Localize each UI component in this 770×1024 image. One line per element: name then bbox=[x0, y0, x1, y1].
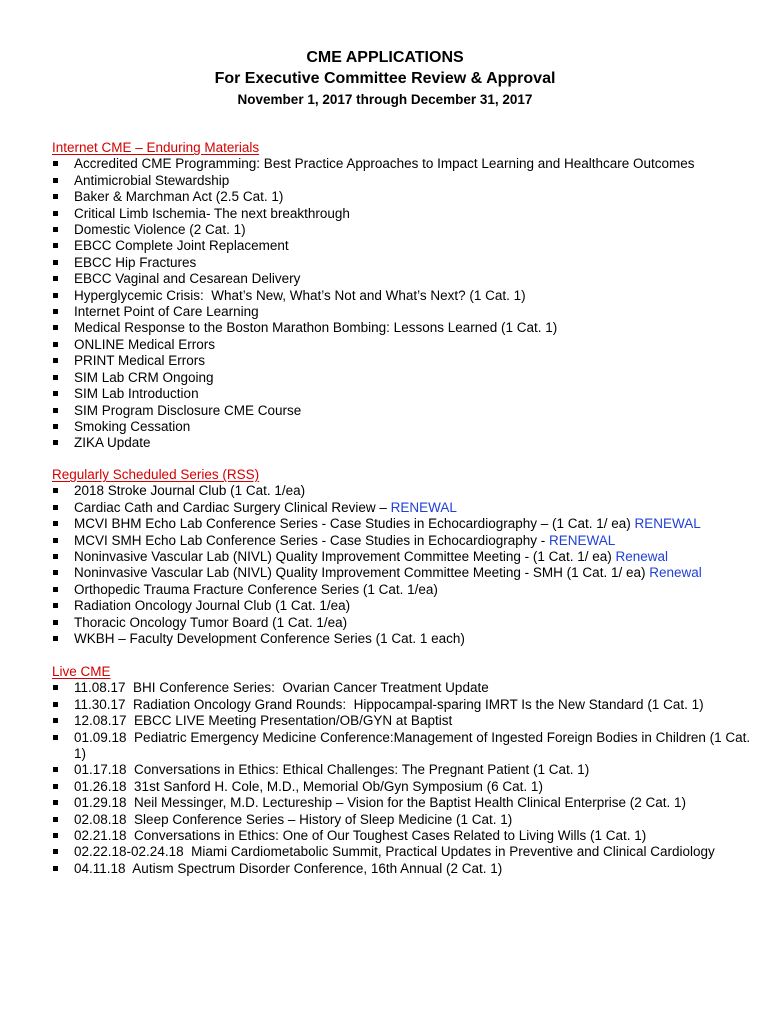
list-item bbox=[52, 500, 752, 516]
list-item bbox=[52, 255, 752, 271]
live-cme-section bbox=[52, 664, 752, 877]
item-text: PRINT Medical Errors bbox=[74, 353, 206, 369]
square-bullet-icon bbox=[53, 194, 58, 199]
square-bullet-icon bbox=[53, 276, 58, 281]
list-item bbox=[52, 516, 752, 532]
square-bullet-icon bbox=[53, 325, 58, 330]
item-text: EBCC Hip Fractures bbox=[74, 254, 197, 270]
list-item bbox=[52, 631, 752, 647]
list-item bbox=[52, 713, 752, 729]
item-text: Hyperglycemic Crisis: What’s New, What’s Not and What’s Next? (1 Cat. 1) bbox=[74, 287, 526, 303]
item-text: SIM Lab CRM Ongoing bbox=[74, 369, 214, 385]
list-item bbox=[52, 370, 752, 386]
live-cme-list bbox=[52, 680, 752, 877]
list-item bbox=[52, 419, 752, 435]
square-bullet-icon bbox=[53, 587, 58, 592]
square-bullet-icon bbox=[53, 391, 58, 396]
list-item bbox=[52, 844, 752, 860]
item-text: Antimicrobial Stewardship bbox=[74, 172, 230, 188]
list-item bbox=[52, 386, 752, 402]
list-item bbox=[52, 288, 752, 304]
item-text: Critical Limb Ischemia- The next breakthrough bbox=[74, 205, 350, 221]
square-bullet-icon bbox=[53, 570, 58, 575]
square-bullet-icon bbox=[53, 849, 58, 854]
internet-cme-heading: Internet CME – Enduring Materials bbox=[52, 140, 260, 155]
item-text: 01.09.18 Pediatric Emergency Medicine Conference:Management of Ingested Foreign Bodies in Children (1 Cat. 1) bbox=[74, 729, 754, 762]
square-bullet-icon bbox=[53, 293, 58, 298]
list-item bbox=[52, 173, 752, 189]
rss-list bbox=[52, 483, 752, 647]
item-text: 01.26.18 31st Sanford H. Cole, M.D., Memorial Ob/Gyn Symposium (6 Cat. 1) bbox=[74, 778, 543, 794]
list-item bbox=[52, 812, 752, 828]
item-text: MCVI SMH Echo Lab Conference Series - Case Studies in Echocardiography - bbox=[74, 532, 549, 548]
square-bullet-icon bbox=[53, 603, 58, 608]
square-bullet-icon bbox=[53, 817, 58, 822]
item-text: MCVI BHM Echo Lab Conference Series - Case Studies in Echocardiography – (1 Cat. 1/ ea) bbox=[74, 516, 635, 532]
item-text: Noninvasive Vascular Lab (NIVL) Quality Improvement Committee Meeting - SMH (1 Cat. 1/ ea) bbox=[74, 565, 650, 581]
list-item bbox=[52, 697, 752, 713]
list-item bbox=[52, 304, 752, 320]
square-bullet-icon bbox=[53, 620, 58, 625]
square-bullet-icon bbox=[53, 342, 58, 347]
rss-heading: Regularly Scheduled Series (RSS) bbox=[52, 467, 260, 482]
list-item bbox=[52, 795, 752, 811]
item-text: Cardiac Cath and Cardiac Surgery Clinical Review – bbox=[74, 499, 391, 515]
item-text: SIM Program Disclosure CME Course bbox=[74, 402, 302, 418]
renewal-tag: RENEWAL bbox=[548, 532, 616, 548]
square-bullet-icon bbox=[53, 505, 58, 510]
list-item bbox=[52, 598, 752, 614]
list-item bbox=[52, 353, 752, 369]
item-text: Internet Point of Care Learning bbox=[74, 304, 259, 320]
item-text: Noninvasive Vascular Lab (NIVL) Quality Improvement Committee Meeting - (1 Cat. 1/ ea) bbox=[74, 549, 616, 565]
rss-section bbox=[52, 467, 752, 647]
item-text: 12.08.17 EBCC LIVE Meeting Presentation/OB/GYN at Baptist bbox=[74, 713, 453, 729]
list-item bbox=[52, 206, 752, 222]
list-item bbox=[52, 582, 752, 598]
square-bullet-icon bbox=[53, 178, 58, 183]
date-range: November 1, 2017 through December 31, 2017 bbox=[237, 92, 533, 107]
square-bullet-icon bbox=[53, 538, 58, 543]
square-bullet-icon bbox=[53, 488, 58, 493]
internet-cme-list bbox=[52, 156, 752, 451]
list-item bbox=[52, 320, 752, 336]
item-text: 11.30.17 Radiation Oncology Grand Rounds: Hippocampal-sparing IMRT Is the New Standard (1 Cat. 1) bbox=[74, 696, 704, 712]
square-bullet-icon bbox=[53, 784, 58, 789]
renewal-tag: Renewal bbox=[615, 549, 668, 565]
list-item bbox=[52, 549, 752, 565]
list-item bbox=[52, 533, 752, 549]
square-bullet-icon bbox=[53, 408, 58, 413]
list-item bbox=[52, 762, 752, 778]
item-text: 04.11.18 Autism Spectrum Disorder Conference, 16th Annual (2 Cat. 1) bbox=[74, 860, 503, 876]
item-text: 02.08.18 Sleep Conference Series – History of Sleep Medicine (1 Cat. 1) bbox=[74, 811, 513, 827]
square-bullet-icon bbox=[53, 767, 58, 772]
square-bullet-icon bbox=[53, 161, 58, 166]
item-text: 2018 Stroke Journal Club (1 Cat. 1/ea) bbox=[74, 483, 306, 499]
document-title: CME APPLICATIONS bbox=[306, 49, 464, 66]
live-cme-heading: Live CME bbox=[52, 664, 111, 679]
square-bullet-icon bbox=[53, 243, 58, 248]
item-text: WKBH – Faculty Development Conference Series (1 Cat. 1 each) bbox=[74, 631, 465, 647]
square-bullet-icon bbox=[53, 424, 58, 429]
renewal-tag: RENEWAL bbox=[390, 499, 457, 515]
list-item bbox=[52, 403, 752, 419]
square-bullet-icon bbox=[53, 375, 58, 380]
square-bullet-icon bbox=[53, 521, 58, 526]
list-item bbox=[52, 828, 752, 844]
list-item bbox=[52, 238, 752, 254]
square-bullet-icon bbox=[53, 866, 58, 871]
item-text: Baker & Marchman Act (2.5 Cat. 1) bbox=[74, 189, 284, 205]
list-item bbox=[52, 680, 752, 696]
item-text: 02.21.18 Conversations in Ethics: One of Our Toughest Cases Related to Living Wills (1 Cat. 1) bbox=[74, 828, 647, 844]
square-bullet-icon bbox=[53, 309, 58, 314]
item-text: EBCC Complete Joint Replacement bbox=[74, 238, 289, 254]
square-bullet-icon bbox=[53, 358, 58, 363]
list-item bbox=[52, 222, 752, 238]
list-item bbox=[52, 779, 752, 795]
item-text: ZIKA Update bbox=[74, 435, 151, 451]
item-text: Orthopedic Trauma Fracture Conference Series (1 Cat. 1/ea) bbox=[74, 581, 438, 597]
item-text: ONLINE Medical Errors bbox=[74, 336, 216, 352]
item-text: 01.17.18 Conversations in Ethics: Ethical Challenges: The Pregnant Patient (1 Cat. 1) bbox=[74, 762, 590, 778]
square-bullet-icon bbox=[53, 685, 58, 690]
list-item bbox=[52, 615, 752, 631]
list-item bbox=[52, 189, 752, 205]
document-subtitle: For Executive Committee Review & Approval bbox=[214, 70, 556, 87]
item-text: EBCC Vaginal and Cesarean Delivery bbox=[74, 271, 301, 287]
square-bullet-icon bbox=[53, 260, 58, 265]
square-bullet-icon bbox=[53, 636, 58, 641]
item-text: SIM Lab Introduction bbox=[74, 386, 199, 402]
list-item bbox=[52, 156, 752, 172]
list-item bbox=[52, 565, 752, 581]
item-text: Medical Response to the Boston Marathon Bombing: Lessons Learned (1 Cat. 1) bbox=[74, 320, 558, 336]
item-text: Radiation Oncology Journal Club (1 Cat. 1/ea) bbox=[74, 598, 351, 614]
document-header bbox=[0, 47, 770, 109]
list-item bbox=[52, 483, 752, 499]
internet-cme-section bbox=[52, 140, 752, 452]
square-bullet-icon bbox=[53, 211, 58, 216]
list-item bbox=[52, 435, 752, 451]
item-text: Domestic Violence (2 Cat. 1) bbox=[74, 222, 246, 238]
square-bullet-icon bbox=[53, 833, 58, 838]
renewal-tag: Renewal bbox=[649, 565, 702, 581]
item-text: 11.08.17 BHI Conference Series: Ovarian Cancer Treatment Update bbox=[74, 680, 489, 696]
item-text: Accredited CME Programming: Best Practice Approaches to Impact Learning and Healthcare Outcomes bbox=[74, 156, 695, 172]
item-text: Thoracic Oncology Tumor Board (1 Cat. 1/ea) bbox=[74, 614, 348, 630]
item-text: Smoking Cessation bbox=[74, 418, 191, 434]
list-item bbox=[52, 271, 752, 287]
square-bullet-icon bbox=[53, 718, 58, 723]
square-bullet-icon bbox=[53, 800, 58, 805]
item-text: 01.29.18 Neil Messinger, M.D. Lectureship – Vision for the Baptist Health Clinical Enterprise (2 Cat. 1) bbox=[74, 795, 687, 811]
list-item bbox=[52, 337, 752, 353]
square-bullet-icon bbox=[53, 554, 58, 559]
item-text: 02.22.18-02.24.18 Miami Cardiometabolic Summit, Practical Updates in Preventive and Clinical Cardiology bbox=[74, 844, 715, 860]
square-bullet-icon bbox=[53, 735, 58, 740]
list-item bbox=[52, 861, 752, 877]
square-bullet-icon bbox=[53, 440, 58, 445]
renewal-tag: RENEWAL bbox=[634, 516, 701, 532]
list-item bbox=[52, 730, 752, 763]
square-bullet-icon bbox=[53, 702, 58, 707]
square-bullet-icon bbox=[53, 227, 58, 232]
